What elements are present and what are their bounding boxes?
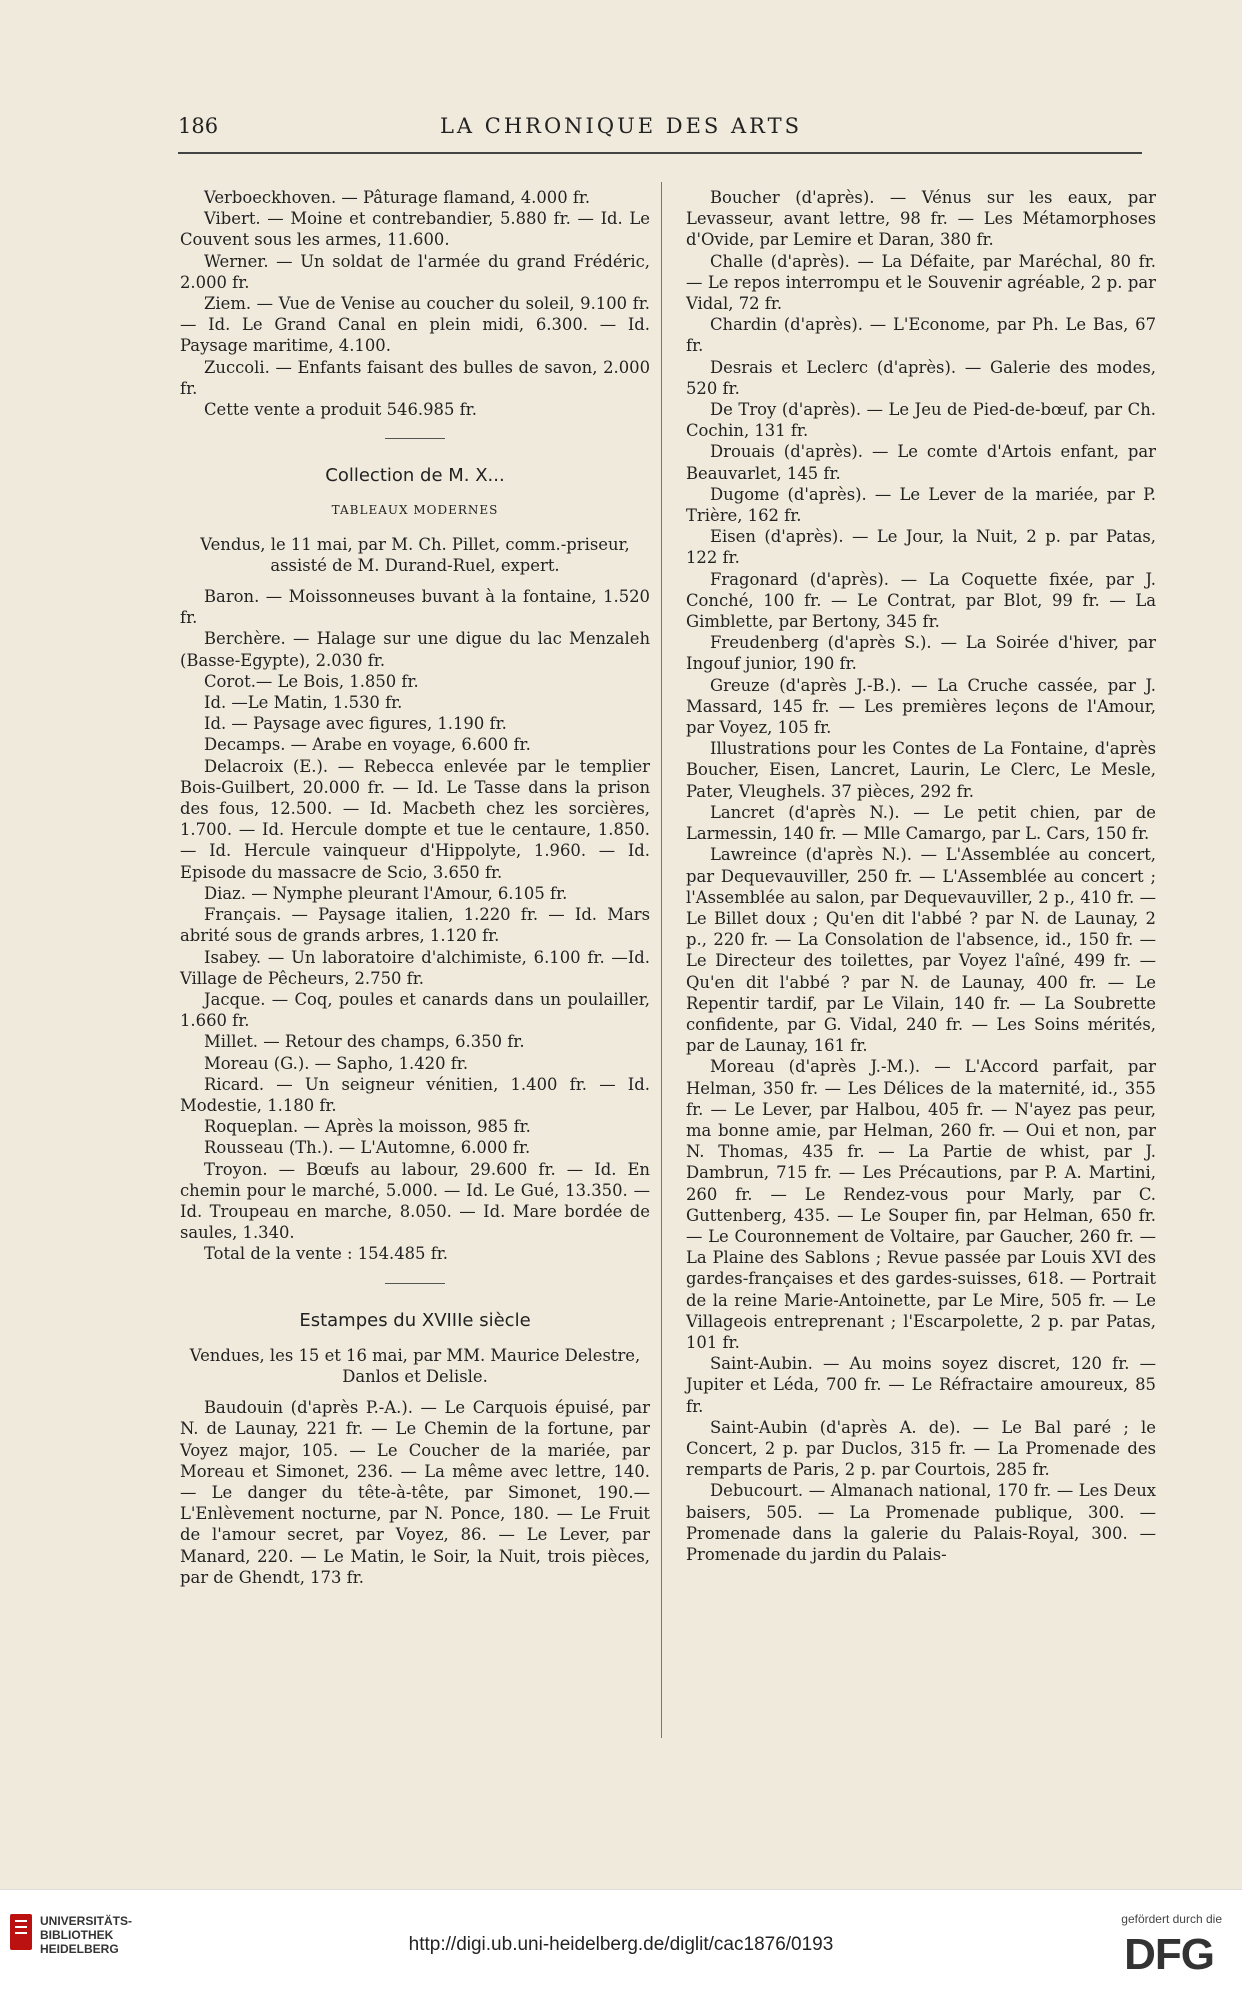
entry: Cette vente a produit 546.985 fr.	[204, 400, 477, 420]
entry: Illustrations pour les Contes de La Fontaine, d'après Boucher, Eisen, Lancret, Laurin, Le Clerc, Le Mesle, Pater, Vleughels. 37 pièces, 292 fr.	[686, 739, 1156, 801]
entry: Troyon. — Bœufs au labour, 29.600 fr. — Id. En chemin pour le marché, 5.000. — Id. Le Gué, 13.350. — Id. Troupeau en marche, 8.050. — Id. Mare bordée de saules, 1.340.	[180, 1159, 650, 1243]
entry: De Troy (d'après). — Le Jeu de Pied-de-bœuf, par Ch. Cochin, 131 fr.	[686, 400, 1156, 441]
section-intro: Vendus, le 11 mai, par M. Ch. Pillet, comm.-priseur, assisté de M. Durand-Ruel, expert.	[200, 534, 630, 575]
section-intro: Vendues, les 15 et 16 mai, par MM. Maurice Delestre, Danlos et Delisle.	[189, 1345, 641, 1386]
entry: Boucher (d'après). — Vénus sur les eaux, par Levasseur, avant lettre, 98 fr. — Les Métamorphoses d'Ovide, par Lemire et Daran, 380 fr.	[686, 188, 1156, 250]
entry: Français. — Paysage italien, 1.220 fr. — Id. Mars abrité sous de grands arbres, 1.120 fr.	[180, 905, 650, 946]
journal-title: LA CHRONIQUE DES ARTS	[439, 114, 802, 138]
right-column	[686, 187, 1156, 1565]
page-number: 186	[178, 114, 219, 138]
entry: Millet. — Retour des champs, 6.350 fr.	[204, 1032, 525, 1052]
entry: Drouais (d'après). — Le comte d'Artois enfant, par Beauvarlet, 145 fr.	[686, 442, 1156, 483]
funder-caption: gefördert durch die	[1121, 1912, 1222, 1926]
entry: Vibert. — Moine et contrebandier, 5.880 fr. — Id. Le Couvent sous les armes, 11.600.	[180, 209, 650, 250]
entry: Isabey. — Un laboratoire d'alchimiste, 6.100 fr. —Id. Village de Pêcheurs, 2.750 fr.	[180, 947, 650, 988]
dfg-logo: DFG	[1124, 1930, 1214, 1979]
sale-total: Total de la vente : 154.485 fr.	[204, 1244, 449, 1264]
entry: Roqueplan. — Après la moisson, 985 fr.	[204, 1117, 531, 1137]
separator	[385, 438, 445, 439]
entry: Verboeckhoven. — Pâturage flamand, 4.000 fr.	[204, 188, 591, 207]
entry: Rousseau (Th.). — L'Automne, 6.000 fr.	[204, 1138, 531, 1158]
entry: Ricard. — Un seigneur vénitien, 1.400 fr. — Id. Modestie, 1.180 fr.	[180, 1074, 650, 1115]
section-subheading: TABLEAUX MODERNES	[331, 503, 499, 518]
section-heading: Estampes du XVIIIe siècle	[299, 1309, 531, 1331]
entry: Baudouin (d'après P.-A.). — Le Carquois épuisé, par N. de Launay, 221 fr. — Le Chemin de la fortune, par Voyez major, 105. — Le Coucher de la mariée, par Moreau et Simonet, 236. — La même avec lettre, 140. — Le danger du tête-à-tête, par Simonet, 190.— L'Enlèvement nocturne, par N. Ponce, 180. — Le Fruit de l'amour secret, par Voyez, 86. — Le Lever, par Manard, 220. — Le Matin, le Soir, la Nuit, trois pièces, par de Ghendt, 173 fr.	[180, 1398, 650, 1587]
entry: Moreau (d'après J.-M.). — L'Accord parfait, par Helman, 350 fr. — Les Délices de la maternité, id., 355 fr. — Le Lever, par Halbou, 405 fr. — N'ayez pas peur, ma bonne amie, par Helman, 260 fr. — Oui et non, par N. Thomas, 435 fr. — La Partie de whist, par J. Dambrun, 715 fr. — Les Précautions, par P. A. Martini, 260 fr. — Le Rendez-vous pour Marly, par C. Guttenberg, 435. — Le Souper fin, par Helman, 650 fr. — Le Couronnement de Voltaire, par Gaucher, 260 fr. — La Plaine des Sablons ; Revue passée par Louis XVI des gardes-françaises et des gardes-suisses, 618. — Portrait de la reine Marie-Antoinette, par Le Mire, 505 fr. — Le Villageois entreprenant ; l'Escarpolette, 2 p. par Patas, 101 fr.	[686, 1057, 1156, 1352]
entry: Chardin (d'après). — L'Econome, par Ph. Le Bas, 67 fr.	[686, 315, 1156, 356]
entry: Greuze (d'après J.-B.). — La Cruche cassée, par J. Massard, 145 fr. — Les premières leçons de l'Amour, par Voyez, 105 fr.	[686, 675, 1156, 738]
column-divider	[661, 182, 662, 1738]
entry: Werner. — Un soldat de l'armée du grand Frédéric, 2.000 fr.	[180, 251, 650, 292]
entry: Diaz. — Nymphe pleurant l'Amour, 6.105 fr.	[204, 883, 568, 903]
entry: Zuccoli. — Enfants faisant des bulles de savon, 2.000 fr.	[180, 357, 650, 398]
entry: Moreau (G.). — Sapho, 1.420 fr.	[204, 1053, 469, 1073]
section-heading: Collection de M. X...	[325, 465, 505, 487]
entry: Dugome (d'après). — Le Lever de la mariée, par P. Trière, 162 fr.	[686, 484, 1156, 526]
separator	[385, 1283, 445, 1284]
header-rule	[178, 152, 1142, 154]
entry: Id. — Paysage avec figures, 1.190 fr.	[204, 714, 507, 734]
entry: Lancret (d'après N.). — Le petit chien, par de Larmessin, 140 fr. — Mlle Camargo, par L. Cars, 150 fr.	[686, 802, 1156, 844]
entry: Ziem. — Vue de Venise au coucher du soleil, 9.100 fr. — Id. Le Grand Canal en plein midi, 6.300. — Id. Paysage maritime, 4.100.	[180, 294, 650, 356]
entry: Baron. — Moissonneuses buvant à la fontaine, 1.520 fr.	[180, 587, 650, 628]
entry: Lawreince (d'après N.). — L'Assemblée au concert, par Dequevauviller, 250 fr. — L'Assemblée au concert ; l'Assemblée au salon, par Dequevauviller, 2 p., 410 fr. — Le Billet doux ; Qu'en dit l'abbé ? par N. de Launay, 2 p., 220 fr. — La Consolation de l'absence, id., 150 fr. — Le Directeur des toilettes, par Voyez l'aîné, 499 fr. — Qu'en dit l'abbé ? par N. de Launay, 400 fr. — Le Repentir tardif, par Le Vilain, 140 fr. — La Soubrette confidente, par G. Vidal, 240 fr. — Les Soins mérités, par de Launay, 161 fr.	[686, 845, 1156, 1056]
entry: Delacroix (E.). — Rebecca enlevée par le templier Bois-Guilbert, 20.000 fr. — Id. Le Tasse dans la prison des fous, 12.500. — Id. Macbeth chez les sorcières, 1.700. — Id. Hercule dompte et tue le centaure, 1.850. — Id. Hercule vainqueur d'Hippolyte, 1.960. — Id. Episode du massacre de Scio, 3.650 fr.	[180, 756, 650, 882]
library-name: UNIVERSITÄTS- BIBLIOTHEK HEIDELBERG	[40, 1914, 133, 1956]
entry: Corot.— Le Bois, 1.850 fr.	[204, 671, 419, 691]
entry: Eisen (d'après). — Le Jour, la Nuit, 2 p. par Patas, 122 fr.	[686, 527, 1156, 568]
entry: Saint-Aubin (d'après A. de). — Le Bal paré ; le Concert, 2 p. par Duclos, 315 fr. — La Promenade des remparts de Paris, 2 p. par Courtois, 285 fr.	[686, 1417, 1156, 1480]
entry: Decamps. — Arabe en voyage, 6.600 fr.	[204, 735, 531, 755]
entry: Debucourt. — Almanach national, 170 fr. — Les Deux baisers, 505. — La Promenade publique, 300. — Promenade dans la galerie du Palais-Royal, 300. — Promenade du jardin du Palais-	[686, 1481, 1156, 1564]
entry: Challe (d'après). — La Défaite, par Maréchal, 80 fr. — Le repos interrompu et le Souvenir agréable, 2 p. par Vidal, 72 fr.	[686, 251, 1156, 314]
entry: Fragonard (d'après). — La Coquette fixée, par J. Conché, 100 fr. — Le Contrat, par Blot, 99 fr. — La Gimblette, par Bertony, 345 fr.	[686, 569, 1156, 632]
entry: Berchère. — Halage sur une digue du lac Menzaleh (Basse-Egypte), 2.030 fr.	[180, 629, 650, 670]
entry: Desrais et Leclerc (d'après). — Galerie des modes, 520 fr.	[686, 357, 1156, 398]
permalink[interactable]: http://digi.ub.uni-heidelberg.de/diglit/cac1876/0193	[408, 1934, 834, 1955]
entry: Id. —Le Matin, 1.530 fr.	[204, 693, 403, 713]
entry: Jacque. — Coq, poules et canards dans un poulailler, 1.660 fr.	[180, 989, 650, 1031]
left-column	[180, 187, 650, 1588]
entry: Saint-Aubin. — Au moins soyez discret, 120 fr. — Jupiter et Léda, 700 fr. — Le Réfractaire amoureux, 85 fr.	[686, 1354, 1156, 1416]
entry: Freudenberg (d'après S.). — La Soirée d'hiver, par Ingouf junior, 190 fr.	[686, 633, 1156, 674]
